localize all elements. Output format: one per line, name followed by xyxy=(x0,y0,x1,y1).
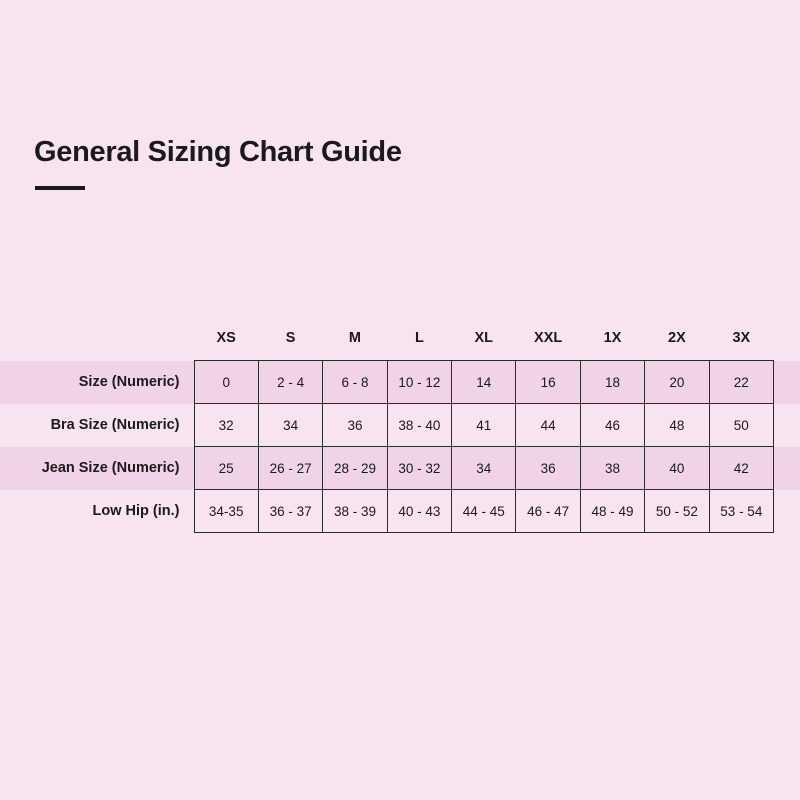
column-header-xs: XS xyxy=(216,330,236,346)
cell: 40 - 43 xyxy=(387,490,451,533)
row-label-jean-size-numeric: Jean Size (Numeric) xyxy=(34,447,194,490)
cell: 0 xyxy=(194,361,258,404)
cell: 50 - 52 xyxy=(645,490,709,533)
table-row xyxy=(34,447,774,490)
cell: 48 - 49 xyxy=(580,490,644,533)
cell: 30 - 32 xyxy=(387,447,451,490)
cell: 2 - 4 xyxy=(258,361,322,404)
column-header-3x: 3X xyxy=(732,330,751,346)
page-title: General Sizing Chart Guide xyxy=(34,136,402,168)
column-header-xxl: XXL xyxy=(534,330,563,346)
table-row xyxy=(34,404,774,447)
cell: 40 xyxy=(645,447,709,490)
cell: 50 xyxy=(709,404,773,447)
table-row xyxy=(34,490,774,533)
row-label-bra-size-numeric: Bra Size (Numeric) xyxy=(50,417,180,433)
cell: 25 xyxy=(194,447,258,490)
title-underline-rule xyxy=(35,186,85,190)
cell: 46 - 47 xyxy=(516,490,580,533)
sizing-table xyxy=(34,330,774,533)
column-header-xl: XL xyxy=(474,330,494,346)
cell: 44 xyxy=(516,404,580,447)
cell: 44 - 45 xyxy=(452,490,516,533)
cell: 53 - 54 xyxy=(709,490,773,533)
table-header xyxy=(34,330,774,361)
sizing-table-wrapper xyxy=(34,330,774,533)
column-header-s: S xyxy=(285,330,296,346)
cell: 16 xyxy=(516,361,580,404)
cell: 36 xyxy=(516,447,580,490)
cell: 41 xyxy=(452,404,516,447)
table-row xyxy=(34,361,774,404)
corner-cell xyxy=(34,330,194,361)
cell: 42 xyxy=(709,447,773,490)
cell: 48 xyxy=(645,404,709,447)
column-header-m: M xyxy=(348,330,362,346)
column-header-2x: 2X xyxy=(668,330,686,346)
cell: 34-35 xyxy=(194,490,258,533)
cell: 14 xyxy=(452,361,516,404)
cell: 34 xyxy=(452,447,516,490)
cell: 38 - 39 xyxy=(323,490,387,533)
column-header-l: L xyxy=(414,330,424,346)
cell: 38 - 40 xyxy=(387,404,451,447)
cell: 28 - 29 xyxy=(323,447,387,490)
cell: 10 - 12 xyxy=(387,361,451,404)
row-label-size-numeric: Size (Numeric) xyxy=(34,361,194,404)
cell: 38 xyxy=(580,447,644,490)
table-header-row xyxy=(34,330,774,361)
cell: 46 xyxy=(580,404,644,447)
cell: 32 xyxy=(194,404,258,447)
cell: 34 xyxy=(258,404,322,447)
row-label-low-hip-in: Low Hip (in.) xyxy=(92,503,180,519)
cell: 36 xyxy=(323,404,387,447)
table-body xyxy=(34,361,774,533)
cell: 6 - 8 xyxy=(323,361,387,404)
cell: 22 xyxy=(709,361,773,404)
cell: 26 - 27 xyxy=(258,447,322,490)
cell: 18 xyxy=(580,361,644,404)
cell: 20 xyxy=(645,361,709,404)
column-header-1x: 1X xyxy=(603,330,622,346)
cell: 36 - 37 xyxy=(258,490,322,533)
